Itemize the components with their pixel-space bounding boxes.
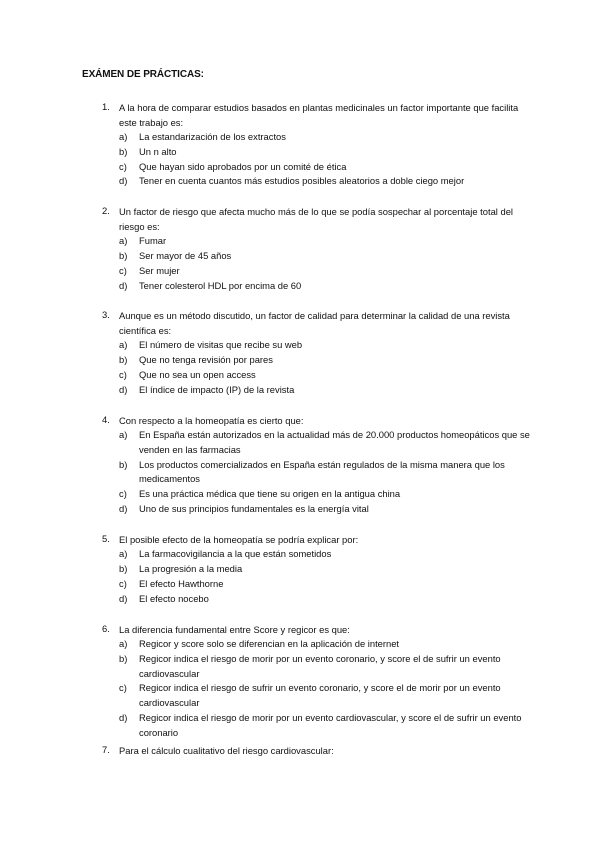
option-list (119, 637, 530, 741)
option-list (119, 130, 530, 189)
option-letter: c) (119, 160, 127, 172)
question-text: La diferencia fundamental entre Score y regicor es que: (119, 623, 350, 635)
option-text: Uno de sus principios fundamentales es la energía vital (139, 503, 369, 515)
option-d (119, 592, 530, 607)
option-c (119, 681, 530, 711)
option-text: El efecto nocebo (139, 592, 209, 604)
option-letter: d) (119, 383, 128, 395)
question-number: 4. (102, 413, 110, 425)
question-1 (82, 101, 530, 189)
question-7 (82, 744, 530, 759)
option-b (119, 458, 530, 488)
option-letter: a) (119, 339, 128, 351)
option-text: Tener en cuenta cuantos más estudios posibles aleatorios a doble ciego mejor (139, 175, 465, 187)
question-number: 6. (102, 622, 110, 634)
option-letter: c) (119, 264, 127, 276)
question-number: 3. (102, 309, 110, 321)
option-list (119, 428, 530, 517)
option-a (119, 130, 530, 145)
question-text: A la hora de comparar estudios basados en plantas medicinales un factor importante que facilita este trabajo es: (119, 102, 519, 128)
option-letter: b) (119, 652, 128, 664)
option-letter: d) (119, 175, 128, 187)
question-text: Con respecto a la homeopatía es cierto que: (119, 414, 304, 426)
option-text: Un n alto (139, 145, 177, 157)
option-text: Regicor indica el riesgo de morir por un evento cardiovascular, y score el de sufrir un evento coronario (139, 712, 522, 738)
question-number: 5. (102, 532, 110, 544)
option-text: Que no sea un open access (139, 368, 256, 380)
option-list (119, 234, 530, 293)
option-letter: d) (119, 503, 128, 515)
option-text: Fumar (139, 235, 167, 247)
option-d (119, 174, 530, 189)
option-letter: a) (119, 548, 128, 560)
option-b (119, 562, 530, 577)
option-text: Regicor indica el riesgo de morir por un evento coronario, y score el de sufrir un evento cardiovascular (139, 652, 501, 679)
option-letter: c) (119, 577, 127, 589)
option-text: El número de visitas que recibe su web (139, 339, 303, 351)
question-number: 7. (102, 743, 110, 755)
option-d (119, 711, 530, 741)
question-6 (82, 623, 530, 741)
question-2 (82, 205, 530, 293)
option-text: En España están autorizados en la actualidad más de 20.000 productos homeopáticos que se venden en las farmacias (139, 429, 530, 455)
option-letter: a) (119, 235, 128, 247)
option-text: La farmacovigilancia a la que están sometidos (139, 548, 332, 560)
option-letter: a) (119, 638, 128, 650)
option-letter: b) (119, 354, 128, 366)
question-3 (82, 309, 530, 397)
question-number: 2. (102, 205, 110, 217)
option-text: Que hayan sido aprobados por un comité de ética (139, 160, 347, 172)
option-list (119, 547, 530, 606)
option-letter: d) (119, 592, 128, 604)
option-b (119, 249, 530, 264)
question-text: Para el cálculo cualitativo del riesgo cardiovascular: (119, 744, 334, 756)
option-d (119, 502, 530, 517)
question-text: El posible efecto de la homeopatía se podría explicar por: (119, 533, 359, 545)
option-letter: a) (119, 131, 128, 142)
option-b (119, 353, 530, 368)
option-text: Los productos comercializados en España están regulados de la misma manera que los medicamentos (139, 458, 505, 485)
option-letter: d) (119, 712, 128, 724)
option-b (119, 652, 530, 682)
option-text: La progresión a la media (139, 563, 243, 575)
option-c (119, 487, 530, 502)
option-c (119, 577, 530, 592)
option-a (119, 637, 530, 652)
option-a (119, 338, 530, 353)
option-letter: a) (119, 429, 128, 441)
option-text: Tener colesterol HDL por encima de 60 (139, 279, 302, 291)
option-d (119, 279, 530, 294)
option-letter: d) (119, 279, 128, 291)
option-text: Que no tenga revisión por pares (139, 354, 273, 366)
option-a (119, 234, 530, 249)
option-text: Regicor indica el riesgo de sufrir un evento coronario, y score el de morir por un evento cardiovascular (139, 682, 501, 709)
question-text: Un factor de riesgo que afecta mucho más de lo que se podía sospechar al porcentaje total del riesgo es: (119, 206, 513, 232)
option-text: El índice de impacto (IP) de la revista (139, 383, 295, 395)
question-5 (82, 533, 530, 607)
option-a (119, 547, 530, 562)
option-a (119, 428, 530, 458)
exam-title: EXÁMEN DE PRÁCTICAS: (82, 69, 204, 80)
option-text: Ser mujer (139, 264, 180, 276)
option-text: Ser mayor de 45 años (139, 249, 232, 261)
option-c (119, 264, 530, 279)
option-c (119, 368, 530, 383)
option-text: Regicor y score solo se diferencian en la aplicación de internet (139, 638, 400, 650)
question-text: Aunque es un método discutido, un factor de calidad para determinar la calidad de una revista científica es: (119, 310, 510, 336)
option-letter: c) (119, 488, 127, 500)
option-letter: b) (119, 563, 128, 575)
option-letter: b) (119, 249, 128, 261)
question-list (82, 101, 530, 758)
option-d (119, 383, 530, 398)
option-letter: c) (119, 368, 127, 380)
option-list (119, 338, 530, 397)
option-text: Es una práctica médica que tiene su origen en la antigua china (139, 488, 401, 500)
question-number: 1. (102, 101, 110, 112)
option-text: El efecto Hawthorne (139, 577, 224, 589)
option-letter: b) (119, 145, 128, 157)
option-c (119, 160, 530, 175)
question-4 (82, 414, 530, 517)
option-letter: c) (119, 682, 127, 694)
option-text: La estandarización de los extractos (139, 131, 286, 142)
option-b (119, 145, 530, 160)
option-letter: b) (119, 458, 128, 470)
